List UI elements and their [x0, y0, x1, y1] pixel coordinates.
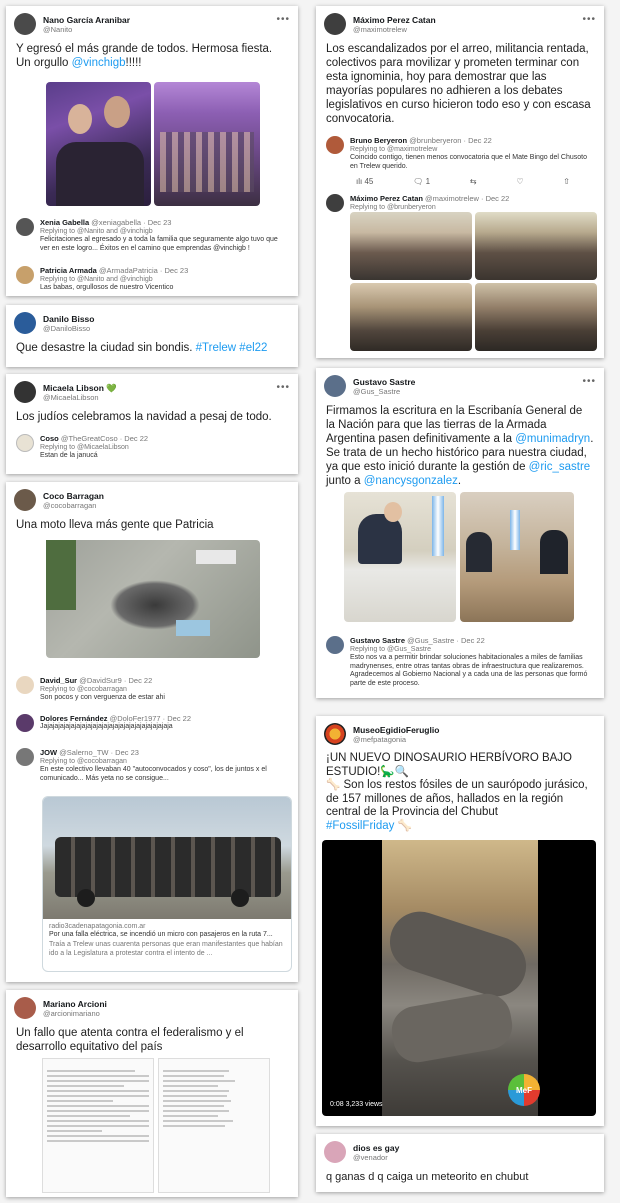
mention-link[interactable]: @vinchigb: [71, 57, 126, 69]
more-icon[interactable]: •••: [276, 14, 290, 25]
reply-text: Esto nos va a permitir brindar soluciones habitacionales a miles de familias madrynenses, entre otras tantas obras de infraestructura que realizaremos. Agradecemos al Gobierno Nacional y a cada una de las personas que formó parte de este proceso.: [350, 654, 588, 687]
retweet-icon: ⇆: [469, 177, 477, 186]
avatar[interactable]: [326, 136, 344, 154]
tweet-nano[interactable]: [6, 6, 298, 296]
avatar[interactable]: [324, 723, 346, 745]
document-page-2[interactable]: [158, 1058, 270, 1193]
photo-aerial-protest[interactable]: [46, 540, 260, 658]
hashtag-link[interactable]: #FossilFriday: [326, 819, 395, 832]
document-page-1[interactable]: [42, 1058, 154, 1193]
video-duration: 0:08: [330, 1101, 344, 1108]
avatar[interactable]: [326, 194, 344, 212]
replying-to: Replying to @maximotrelew: [350, 146, 438, 153]
author-handle[interactable]: @DaniloBisso: [43, 323, 91, 333]
share-button[interactable]: [563, 177, 570, 186]
reply-1[interactable]: David_Sur @DavidSur9 · Dec 22 Replying to @cocobarragan Son pocos y con verguenza de estar ahi: [6, 672, 298, 706]
author-name[interactable]: Danilo Bisso: [43, 313, 95, 324]
photo-crowd-1[interactable]: [350, 212, 472, 280]
avatar[interactable]: [16, 748, 34, 766]
photo-crowd-2[interactable]: [475, 212, 597, 280]
author-handle[interactable]: @cocobarragan: [43, 500, 97, 510]
avatar[interactable]: [324, 13, 346, 35]
reply-text: Jajajajajajajajajajajajajajajajajajajajajajajaja: [40, 723, 173, 730]
reply-button[interactable]: 🗨 1: [413, 177, 431, 186]
reply-1[interactable]: Gustavo Sastre @Gus_Sastre · Dec 22 Replying to @Gus_Sastre Esto nos va a permitir brindar soluciones habitacionales a miles de familias madrynenses, entre otras tantas obras de infraestructura que realizaremos. Agradecemos al Gobierno Nacional y a cada una de las personas que formó parte de este proceso.: [316, 632, 604, 691]
tweet-text: Y egresó el más grande de todos. Hermosa fiesta. Un orgullo @vinchigb!!!!!: [16, 43, 273, 69]
replying-to: Replying to @cocobarragan: [40, 686, 127, 693]
author-name[interactable]: dios es gay: [353, 1142, 400, 1153]
video-logo: MeF: [508, 1074, 540, 1106]
tweet-museo[interactable]: [316, 716, 604, 1126]
author-handle[interactable]: @MicaelaLibson: [43, 392, 99, 402]
tweet-text: q ganas d q caiga un meteorito en chubut: [326, 1171, 529, 1183]
avatar[interactable]: [16, 434, 34, 452]
analytics-icon: ılı: [356, 177, 363, 186]
video-views: 3,233 views: [345, 1101, 383, 1108]
author-handle[interactable]: @Gus_Sastre: [353, 386, 401, 396]
avatar[interactable]: [16, 714, 34, 732]
reply-1[interactable]: Xenia Gabella @xeniagabella · Dec 23 Replying to @Nanito and @vinchigb Felicitaciones al egresado y a toda la familia que seguramente algo tuvo que ver en este logro... Éxitos en el camino que emprendas @vinchigb !: [6, 214, 298, 256]
author-handle[interactable]: @venador: [353, 1152, 388, 1162]
reply-2[interactable]: Máximo Perez Catan @maximotrelew · Dec 22 Replying to @brunberyeron: [316, 190, 604, 215]
author-name[interactable]: Micaela Libson: [43, 382, 104, 393]
like-button[interactable]: [516, 177, 523, 186]
replying-to: Replying to @cocobarragan: [40, 758, 127, 765]
avatar[interactable]: [324, 375, 346, 397]
tweet-maximo[interactable]: [316, 6, 604, 358]
reply-1[interactable]: Coso @TheGreatCoso · Dec 22 Replying to @MicaelaLibson Estan de la janucá: [6, 430, 298, 464]
link-description: Traía a Trelew unas cuarenta personas que eran manifestantes que habían ido a la Legislatura a protestar contra el intento de ...: [49, 940, 283, 957]
views-stat[interactable]: ılı 45: [356, 177, 374, 186]
replying-to: Replying to @Nanito and @vinchigb: [40, 228, 153, 235]
author-name[interactable]: Coco Barragan: [43, 490, 104, 501]
tweet-danilo[interactable]: [6, 305, 298, 367]
author-name[interactable]: Mariano Arcioni: [43, 998, 107, 1009]
action-bar: [316, 174, 604, 190]
tweet-text: Una moto lleva más gente que Patricia: [16, 519, 214, 531]
avatar[interactable]: [16, 218, 34, 236]
retweet-button[interactable]: [470, 177, 477, 186]
tweet-text: Los judíos celebramos la navidad a pesaj de todo.: [16, 411, 272, 423]
link-card[interactable]: [42, 796, 292, 972]
reply-text: Las babas, orgullosos de nuestro Vicentico: [40, 284, 174, 291]
avatar[interactable]: [14, 997, 36, 1019]
photo-signing-2[interactable]: [460, 492, 574, 622]
replying-to: Replying to @Nanito and @vinchigb: [40, 276, 153, 283]
reply-2[interactable]: Patricia Armada @ArmadaPatricia · Dec 23 Replying to @Nanito and @vinchigb Las babas, orgullosos de nuestro Vicentico: [6, 262, 298, 296]
link-domain: radio3cadenapatagonia.com.ar: [49, 923, 146, 930]
photo-signing-1[interactable]: [344, 492, 456, 622]
author-handle[interactable]: @maximotrelew: [353, 24, 407, 34]
replying-to: Replying to @MicaelaLibson: [40, 444, 129, 451]
author-name[interactable]: MuseoEgidioFeruglio: [353, 724, 440, 735]
link-image-burned-bus: [43, 797, 291, 919]
mention-link[interactable]: @ric_sastre: [528, 461, 591, 473]
avatar[interactable]: [324, 1141, 346, 1163]
author-handle[interactable]: @arcionimariano: [43, 1008, 100, 1018]
more-icon[interactable]: •••: [276, 382, 290, 393]
link-title: Por una falla eléctrica, se incendió un micro con pasajeros en la ruta 7...: [49, 931, 273, 938]
avatar[interactable]: [14, 13, 36, 35]
author-handle[interactable]: @mefpatagonia: [353, 734, 407, 744]
replying-to: Replying to @Gus_Sastre: [350, 646, 432, 653]
author-name[interactable]: Máximo Perez Catan: [353, 14, 436, 25]
author-name[interactable]: Nano García Aranibar: [43, 14, 131, 25]
more-icon[interactable]: •••: [582, 14, 596, 25]
photo-party[interactable]: [154, 82, 260, 206]
avatar[interactable]: [16, 266, 34, 284]
tweet-text: Los escandalizados por el arreo, militancia rentada, colectivos para movilizar y prometen terminar con esta ignominia, hoy para demostrar que las mayorías populares no adhieren a los debates legislativos en curso hicieron todo eso y con escasa convocatoria.: [326, 43, 591, 125]
replying-to: Replying to @brunberyeron: [350, 204, 436, 211]
photo-crowd-3[interactable]: [350, 283, 472, 351]
reply-3[interactable]: JOW @Salerno_TW · Dec 23 Replying to @cocobarragan En este colectivo llevaban 40 "autoconvocados y coso", los de juntos x el comunicado... Más yeta no se consigue...: [6, 744, 298, 786]
video-player[interactable]: [322, 840, 596, 1116]
hashtag-link[interactable]: #Trelew #el22: [195, 342, 268, 354]
reply-text: En este colectivo llevaban 40 "autoconvocados y coso", los de juntos x el comunicado... Más yeta no se consigue...: [40, 766, 267, 782]
reply-text: Estan de la janucá: [40, 452, 98, 459]
tweet-gustavo[interactable]: [316, 368, 604, 698]
author-name[interactable]: Gustavo Sastre: [353, 376, 416, 387]
avatar[interactable]: [326, 636, 344, 654]
tweet-micaela[interactable]: [6, 374, 298, 474]
tweet-text: ¡UN NUEVO DINOSAURIO HERBÍVORO BAJO ESTUDIO!🦕🔍 🦴 Son los restos fósiles de un saurópodo jurásico, de 157 millones de años, hallados en la región central de la Provincia del Chubut #FossilFriday 🦴: [326, 752, 588, 832]
reply-text: Felicitaciones al egresado y a toda la familia que seguramente algo tuvo que ver en este logro... Éxitos en el camino que emprendas @vinchigb !: [40, 236, 278, 252]
photo-crowd-4[interactable]: [475, 283, 597, 351]
mention-link[interactable]: @nancysgonzalez: [363, 475, 458, 487]
tweet-text: Firmamos la escritura en la Escribanía General de la Nación para que las tierras de la Armada Argentina pasen definitivamente a la @munimadryn. Se trata de un hecho histórico para nuestra ciudad, ya que esto inició durante la gestión de @ric_sastre junto a @nancysgonzalez.: [326, 405, 594, 487]
more-icon[interactable]: •••: [582, 376, 596, 387]
avatar[interactable]: [14, 312, 36, 334]
tweet-dios[interactable]: [316, 1134, 604, 1192]
reply-2[interactable]: Dolores Fernández @DoloFer1977 · Dec 22 Jajajajajajajajajajajajajajajajajajajajajajajaja: [6, 710, 298, 735]
bone-emoji: 🦴: [397, 819, 412, 832]
avatar[interactable]: [16, 676, 34, 694]
avatar[interactable]: [14, 381, 36, 403]
tweet-text: Un fallo que atenta contra el federalismo y el desarrollo equitativo del país: [16, 1027, 244, 1053]
tweet-text: Que desastre la ciudad sin bondis. #Trelew #el22: [16, 342, 268, 354]
author-handle[interactable]: @Nanito: [43, 24, 73, 34]
reply-text: Son pocos y con verguenza de estar ahi: [40, 694, 165, 701]
share-icon: ⇧: [563, 177, 570, 186]
mention-link[interactable]: @munimadryn: [515, 433, 591, 445]
heart-icon: ♡: [516, 177, 524, 186]
tweet-coco[interactable]: [6, 482, 298, 982]
heart-icon: 💚: [106, 382, 117, 393]
tweet-mariano[interactable]: [6, 990, 298, 1197]
comment-icon: 🗨: [413, 177, 424, 186]
avatar[interactable]: [14, 489, 36, 511]
reply-1[interactable]: Bruno Beryeron @brunberyeron · Dec 22 Replying to @maximotrelew Coincido contigo, tienen menos convocatoria que el Mate Bingo del Chusoto en Trelew querido.: [316, 132, 604, 174]
reply-text: Coincido contigo, tienen menos convocatoria que el Mate Bingo del Chusoto en Trelew querido.: [350, 154, 587, 170]
photo-selfie[interactable]: [46, 82, 151, 206]
